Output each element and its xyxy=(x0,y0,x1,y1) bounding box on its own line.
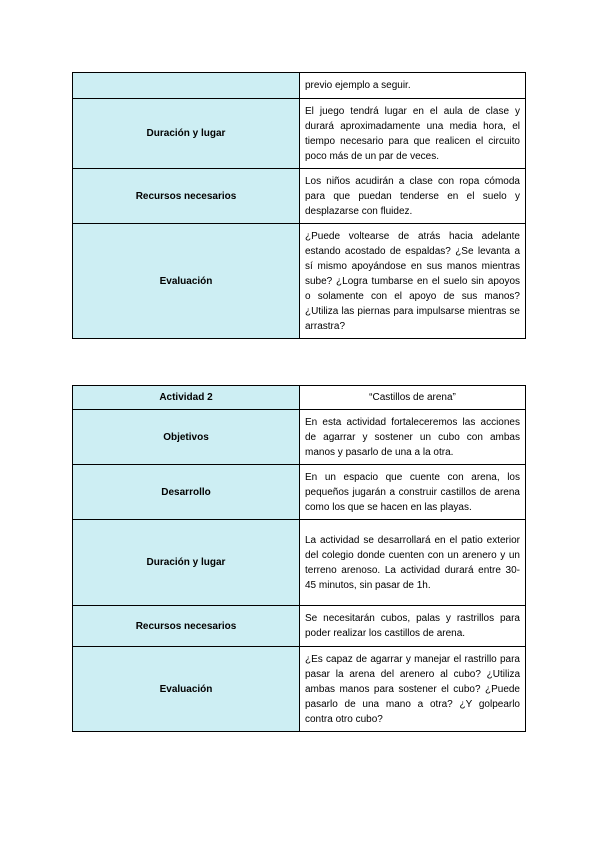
table-row xyxy=(73,73,526,99)
row-label: Actividad 2 xyxy=(73,386,300,410)
row-label: Objetivos xyxy=(73,410,300,465)
activity-1-table xyxy=(72,72,526,339)
activity-2-table xyxy=(72,385,526,732)
row-content: “Castillos de arena” xyxy=(300,386,526,410)
row-content: En esta actividad fortaleceremos las acciones de agarrar y sostener un cubo con ambas manos y pasarlo de una a la otra. xyxy=(300,410,526,465)
table-row xyxy=(73,606,526,647)
table-row xyxy=(73,410,526,465)
row-label: Evaluación xyxy=(73,647,300,732)
row-content: Los niños acudirán a clase con ropa cómoda para que puedan tenderse en el suelo y desplazarse con fluidez. xyxy=(300,169,526,224)
table-row xyxy=(73,169,526,224)
row-content: ¿Es capaz de agarrar y manejar el rastrillo para pasar la arena del arenero al cubo? ¿Utiliza ambas manos para sostener el cubo? ¿Puede pasarlo de una mano a otra? ¿Y golpearlo contra otro cubo? xyxy=(300,647,526,732)
row-content: Se necesitarán cubos, palas y rastrillos para poder realizar los castillos de arena. xyxy=(300,606,526,647)
table-row xyxy=(73,465,526,520)
table-row xyxy=(73,386,526,410)
row-content: El juego tendrá lugar en el aula de clase y durará aproximadamente una media hora, el tiempo necesario para que realicen el circuito poco más de un par de veces. xyxy=(300,99,526,169)
row-content: En un espacio que cuente con arena, los pequeños jugarán a construir castillos de arena como los que se hacen en las playas. xyxy=(300,465,526,520)
row-label: Duración y lugar xyxy=(73,520,300,606)
row-label: Recursos necesarios xyxy=(73,606,300,647)
row-content: La actividad se desarrollará en el patio exterior del colegio donde cuenten con un arenero y un terreno arenoso. La actividad durará entre 30-45 minutos, sin pasar de 1h. xyxy=(300,520,526,606)
table-row xyxy=(73,99,526,169)
table-row xyxy=(73,224,526,339)
row-label: Recursos necesarios xyxy=(73,169,300,224)
row-label xyxy=(73,73,300,99)
row-content: ¿Puede voltearse de atrás hacia adelante estando acostado de espaldas? ¿Se levanta a sí mismo apoyándose en sus manos mientras sube? ¿Logra tumbarse en el suelo sin apoyos o solamente con el apoyo de sus manos? ¿Utiliza las piernas para impulsarse mientras se arrastra? xyxy=(300,224,526,339)
table-row xyxy=(73,520,526,606)
row-label: Desarrollo xyxy=(73,465,300,520)
row-label: Duración y lugar xyxy=(73,99,300,169)
table-row xyxy=(73,647,526,732)
row-content: previo ejemplo a seguir. xyxy=(300,73,526,99)
row-label: Evaluación xyxy=(73,224,300,339)
